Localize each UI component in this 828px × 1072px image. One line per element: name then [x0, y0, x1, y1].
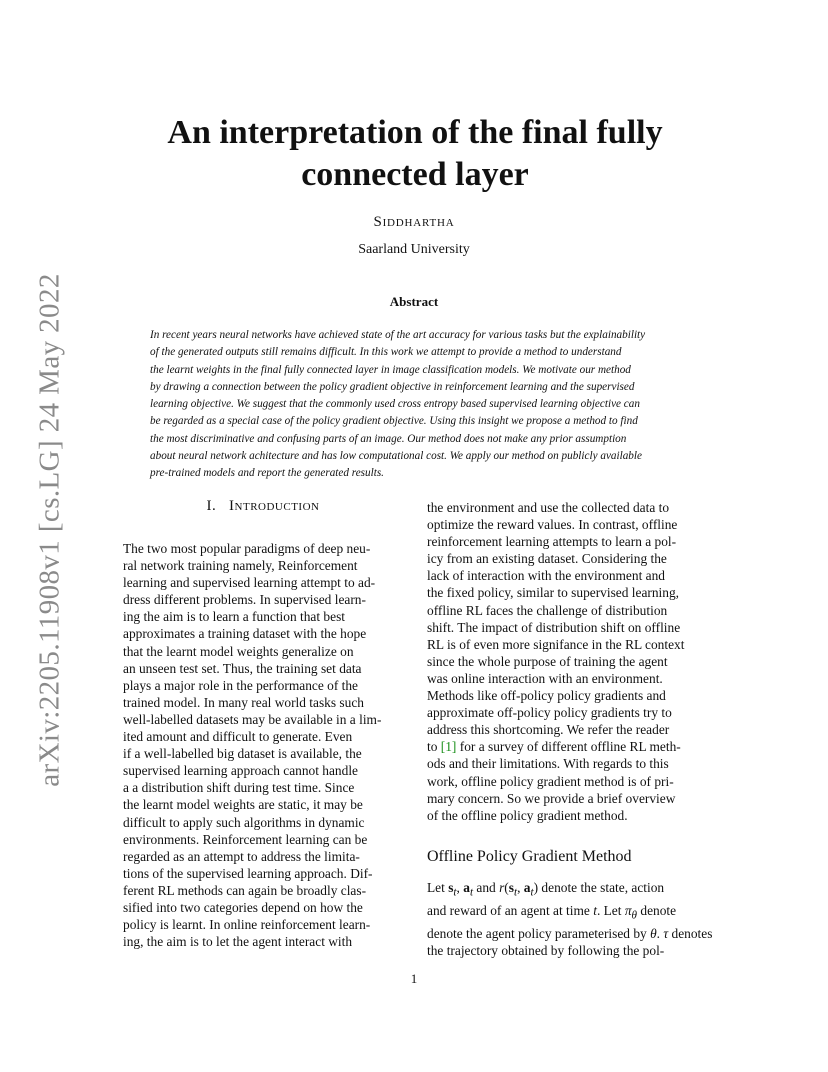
math-line-1: Let $s_t$, $a_t$ and $r(s_t$, $a_t$) denote the state, action [427, 880, 665, 899]
math-line-3: denote the agent policy parameterised by θ. τ denotes [427, 925, 713, 941]
cite-pre: to [427, 739, 441, 755]
arxiv-identifier-stamp: arXiv:2205.11908v1 [cs.LG] 24 May 2022 [33, 273, 66, 787]
body-line: Methods like off-policy policy gradients and [427, 688, 666, 704]
abstract-line: the learnt weights in the final fully connected layer in image classification models. We motivate our method [150, 363, 631, 376]
body-line: ods and their limitations. With regards to this [427, 756, 669, 772]
body-line: plays a major role in the performance of the [123, 677, 358, 693]
abstract-line: the most discriminative and confusing parts of an image. Our method does not make any prior assumption [150, 432, 627, 445]
body-line: if a well-labelled big dataset is available, the [123, 746, 362, 762]
body-line: well-labelled datasets may be available in a lim- [123, 711, 382, 727]
body-line: was online interaction with an environment. [427, 670, 663, 686]
body-line: ral network training namely, Reinforcement [123, 558, 358, 574]
body-line: RL is of even more signifance in the RL context [427, 636, 685, 652]
body-line: regarded as an attempt to address the limita- [123, 848, 360, 864]
right-column-math-text [427, 879, 713, 959]
body-line: reinforcement learning attempts to learn a pol- [427, 534, 677, 550]
paper-title [100, 112, 730, 196]
body-line: ing, the aim is to let the agent interact with [123, 934, 353, 950]
title-line-1: An interpretation of the final fully [167, 114, 663, 151]
body-line: lack of interaction with the environment and [427, 568, 665, 584]
math-line-2: and reward of an agent at time t. Let $\pi_\theta$ denote [427, 902, 677, 922]
section-title: Introduction [229, 498, 320, 514]
body-line: that the learnt model weights generalize on [123, 643, 354, 659]
section-number: I. [206, 498, 217, 514]
body-line: environments. Reinforcement learning can be [123, 831, 368, 847]
body-line: the environment and use the collected data to [427, 500, 670, 515]
body-line: the trajectory obtained by following the pol- [427, 942, 665, 958]
body-line: ing the aim is to learn a function that best [123, 609, 346, 625]
body-line: supervised learning approach cannot handle [123, 763, 358, 779]
body-line: a a distribution shift during test time. Since [123, 780, 355, 796]
body-line: the learnt model weights are static, it may be [123, 797, 363, 813]
abstract-heading: Abstract [389, 294, 439, 309]
body-line: The two most popular paradigms of deep neu- [123, 541, 371, 556]
body-line: of the offline policy gradient method. [427, 807, 628, 823]
abstract-line: about neural network achitecture and has low computational cost. We apply our method on publicly available [150, 450, 642, 463]
body-line: ferent RL methods can again be broadly clas- [123, 882, 367, 898]
body-line: learning and supervised learning attempt to ad- [123, 575, 376, 591]
author-affiliation: Saarland University [358, 242, 470, 257]
citation-link[interactable]: [1] [440, 739, 457, 755]
body-line: optimize the reward values. In contrast, offline [427, 517, 678, 533]
body-line: work, offline policy gradient method is of pri- [427, 773, 674, 789]
body-line: difficult to apply such algorithms in dynamic [123, 814, 365, 830]
body-line: policy is learnt. In online reinforcement learn- [123, 917, 371, 933]
body-line: trained model. In many real world tasks such [123, 694, 364, 710]
body-line: approximate off-policy policy gradients try to [427, 705, 672, 721]
body-line: offline RL faces the challenge of distribution [427, 602, 668, 618]
abstract-line: by drawing a connection between the policy gradient objective in reinforcement learning and the supervised [150, 380, 635, 393]
section-heading-introduction [123, 498, 403, 515]
cite-post: for a survey of different offline RL meth- [456, 739, 681, 755]
body-line: tions of the supervised learning approach. Dif- [123, 865, 373, 881]
body-line: ited amount and difficult to generate. Even [123, 729, 353, 745]
body-line: sified into two categories depend on how the [123, 899, 363, 915]
author-name: Siddhartha [373, 214, 455, 230]
abstract-line: pre-trained models and report the generated results. [150, 467, 384, 480]
abstract-line: be regarded as a special case of the policy gradient objective. Using this insight we propose a method to find [150, 415, 638, 428]
body-line: approximates a training dataset with the hope [123, 626, 367, 642]
subsection-heading: Offline Policy Gradient Method [427, 848, 632, 865]
abstract-line: of the generated outputs still remains difficult. In this work we attempt to provide a method to understand [150, 346, 622, 359]
body-line: icy from an existing dataset. Considering the [427, 551, 667, 567]
left-column-text [123, 540, 403, 950]
abstract-body [150, 327, 680, 483]
body-line: dress different problems. In supervised learn- [123, 592, 366, 608]
body-line-with-citation [427, 738, 707, 755]
title-line-2: connected layer [301, 156, 529, 193]
body-line: shift. The impact of distribution shift on offline [427, 619, 681, 635]
right-column-text [427, 499, 707, 824]
body-line: since the whole purpose of training the agent [427, 653, 668, 669]
abstract-line: learning objective. We suggest that the commonly used cross entropy based supervised learning objective can [150, 398, 640, 411]
body-line: mary concern. So we provide a brief overview [427, 790, 676, 806]
body-line: the fixed policy, similar to supervised learning, [427, 585, 680, 601]
abstract-line: In recent years neural networks have achieved state of the art accuracy for various tasks but the explainability [150, 329, 646, 341]
page-number: 1 [410, 971, 418, 986]
body-line: an unseen test set. Thus, the training set data [123, 660, 362, 676]
body-line: address this shortcoming. We refer the reader [427, 722, 670, 738]
